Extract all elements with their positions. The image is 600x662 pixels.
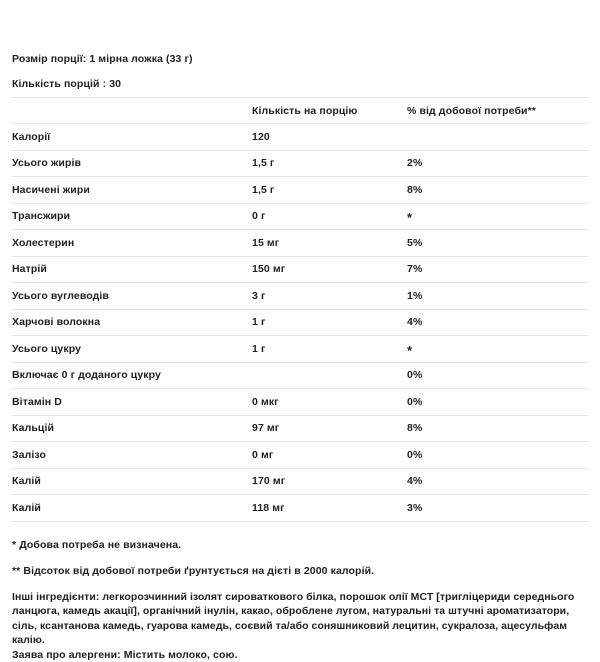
nutrient-amount-cell: 1,5 г [252, 177, 407, 204]
column-header-daily-value: % від добової потреби** [407, 98, 588, 124]
other-ingredients-text: Інші інгредієнти: легкорозчинний ізолят сироваткового білка, порошок олії МСТ [тригліцериди середнього ланцюга, камедь акації], органічний інулін, какао, оброблене лугом, натуральні та штучні ароматизатори, сіль, ксантанова камедь, гуарова камедь, соєвий та/або соняшниковий лецитин, сукралоза, ацесульфам калію. [12, 590, 588, 648]
footnotes-section [12, 522, 588, 662]
table-row [12, 283, 588, 310]
nutrient-name-cell: Вітамін D [12, 389, 252, 416]
nutrient-name-cell: Трансжири [12, 203, 252, 230]
allergen-statement-text: Заява про алергени: Містить молоко, сою. [12, 648, 588, 662]
footnote-double-star: ** Відсоток від добової потреби ґрунтується на дієті в 2000 калорій. [12, 564, 588, 578]
table-row [12, 230, 588, 257]
table-header-row [12, 98, 588, 124]
nutrient-daily-value-cell: 4% [407, 309, 588, 336]
nutrient-amount-cell: 120 [252, 124, 407, 151]
daily-value-asterisk: * [407, 214, 412, 222]
nutrient-amount-cell: 3 г [252, 283, 407, 310]
nutrient-name-cell: Холестерин [12, 230, 252, 257]
nutrient-amount-cell: 0 г [252, 203, 407, 230]
nutrient-name-cell: Харчові волокна [12, 309, 252, 336]
nutrient-amount-cell: 150 мг [252, 256, 407, 283]
nutrient-daily-value-cell [407, 203, 588, 230]
nutrient-amount-cell: 170 мг [252, 468, 407, 495]
nutrient-name-cell: Залізо [12, 442, 252, 469]
table-row [12, 309, 588, 336]
nutrient-daily-value-cell: 8% [407, 415, 588, 442]
serving-info [12, 0, 588, 91]
footnote-single-star: * Добова потреба не визначена. [12, 538, 588, 552]
nutrition-table [12, 97, 588, 522]
table-row [12, 389, 588, 416]
nutrition-table-body [12, 124, 588, 522]
nutrient-name-cell: Усього цукру [12, 336, 252, 363]
nutrient-name-cell: Усього вуглеводів [12, 283, 252, 310]
nutrient-daily-value-cell: 4% [407, 468, 588, 495]
table-row [12, 442, 588, 469]
nutrient-name-cell: Калій [12, 468, 252, 495]
column-header-amount-per-serving: Кількість на порцію [252, 98, 407, 124]
nutrient-daily-value-cell [407, 124, 588, 151]
servings-per-container-line: Кількість порцій : 30 [12, 77, 588, 91]
nutrient-name-cell: Усього жирів [12, 150, 252, 177]
table-row [12, 468, 588, 495]
nutrient-amount-cell: 1,5 г [252, 150, 407, 177]
column-header-nutrient [12, 98, 252, 124]
nutrient-daily-value-cell: 1% [407, 283, 588, 310]
nutrient-amount-cell: 118 мг [252, 495, 407, 522]
nutrient-daily-value-cell [407, 336, 588, 363]
table-row [12, 415, 588, 442]
nutrient-name-cell: Калій [12, 495, 252, 522]
table-row [12, 336, 588, 363]
nutrient-amount-cell: 0 мкг [252, 389, 407, 416]
table-row [12, 150, 588, 177]
nutrient-name-cell: Калорії [12, 124, 252, 151]
ingredients-section [12, 590, 588, 662]
nutrient-amount-cell: 1 г [252, 336, 407, 363]
nutrition-table-head [12, 98, 588, 124]
nutrient-daily-value-cell: 7% [407, 256, 588, 283]
nutrient-name-cell: Включає 0 г доданого цукру [12, 362, 252, 389]
nutrient-amount-cell: 0 мг [252, 442, 407, 469]
nutrient-daily-value-cell: 8% [407, 177, 588, 204]
nutrient-amount-cell: 15 мг [252, 230, 407, 257]
nutrient-daily-value-cell: 3% [407, 495, 588, 522]
nutrient-name-cell: Кальцій [12, 415, 252, 442]
table-row [12, 203, 588, 230]
table-row [12, 495, 588, 522]
table-row [12, 256, 588, 283]
daily-value-asterisk: * [407, 347, 412, 355]
serving-size-line: Розмір порції: 1 мірна ложка (33 г) [12, 52, 588, 66]
table-row [12, 124, 588, 151]
nutrient-daily-value-cell: 2% [407, 150, 588, 177]
nutrient-amount-cell: 1 г [252, 309, 407, 336]
nutrient-daily-value-cell: 0% [407, 362, 588, 389]
nutrient-amount-cell: 97 мг [252, 415, 407, 442]
nutrient-amount-cell [252, 362, 407, 389]
nutrient-name-cell: Натрій [12, 256, 252, 283]
nutrient-daily-value-cell: 5% [407, 230, 588, 257]
nutrient-daily-value-cell: 0% [407, 389, 588, 416]
table-row [12, 177, 588, 204]
nutrient-daily-value-cell: 0% [407, 442, 588, 469]
nutrient-name-cell: Насичені жири [12, 177, 252, 204]
table-row [12, 362, 588, 389]
